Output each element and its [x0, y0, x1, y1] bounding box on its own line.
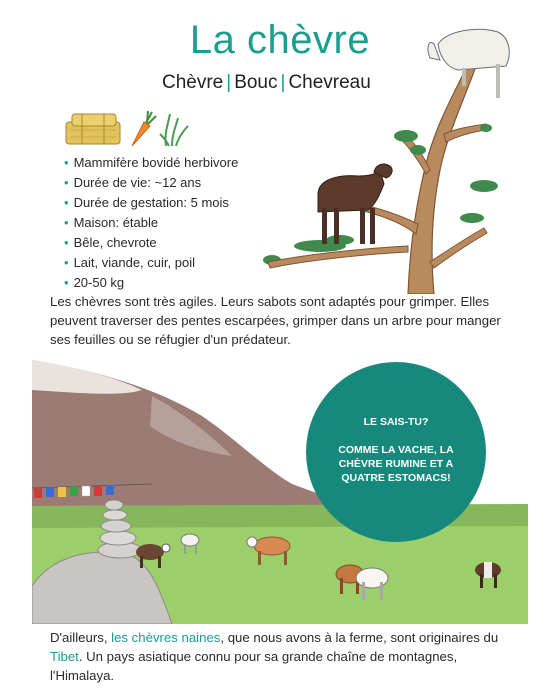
- fact-item: • Durée de vie: ~12 ans: [64, 175, 202, 190]
- intro-paragraph: Les chèvres sont très agiles. Leurs sabots sont adaptés pour grimper. Elles peuvent traverser des pentes escarpées, grimper dans un arbre pour manger ses feuilles ou se réfugier d'un prédateur.: [50, 294, 501, 347]
- bullet-icon: •: [64, 175, 69, 190]
- fact-item: • Bêle, chevrote: [64, 235, 157, 250]
- tibet-link[interactable]: Tibet: [50, 649, 79, 664]
- page-title: La chèvre: [189, 18, 371, 62]
- subtitle-separator: |: [226, 72, 232, 93]
- fact-item: • Mammifère bovidé herbivore: [64, 155, 239, 170]
- white-goat-drawing: [428, 29, 509, 98]
- facts-list: [64, 153, 238, 293]
- badge-answer: COMME LA VACHE, LA CHÈVRE RUMINE ET A QUATRE ESTOMACS!: [338, 444, 454, 484]
- fact-item: • Durée de gestation: 5 mois: [64, 195, 229, 210]
- bullet-icon: •: [64, 195, 69, 210]
- fact-item: • 20-50 kg: [64, 275, 125, 290]
- carrot-icon: [132, 111, 156, 146]
- fact-item: • Lait, viande, cuir, poil: [64, 255, 195, 270]
- bullet-icon: •: [64, 275, 69, 290]
- food-icons: [64, 108, 194, 150]
- brown-goat-drawing: [318, 164, 392, 244]
- bullet-icon: •: [64, 235, 69, 250]
- subtitle-male: Bouc: [234, 72, 278, 93]
- tree-goats-illustration: [258, 24, 520, 294]
- hay-bale-icon: [66, 114, 120, 144]
- did-you-know-badge: [306, 362, 486, 542]
- bullet-icon: •: [64, 215, 69, 230]
- subtitle-female: Chèvre: [162, 72, 224, 93]
- grass-icon: [160, 114, 188, 146]
- badge-question: LE SAIS-TU?: [363, 416, 429, 428]
- fact-item: • Maison: étable: [64, 215, 159, 230]
- subtitle-separator: |: [280, 72, 286, 93]
- origin-paragraph: D'ailleurs, les chèvres naines, que nous avons à la ferme, sont originaires du Tibet. Un pays asiatique connu pour sa grande chaîne de montagnes, l'Himalaya.: [50, 630, 499, 683]
- bullet-icon: •: [64, 155, 69, 170]
- dwarf-goats-link[interactable]: les chèvres naines: [111, 630, 221, 645]
- subtitle-young: Chevreau: [288, 72, 371, 93]
- bullet-icon: •: [64, 255, 69, 270]
